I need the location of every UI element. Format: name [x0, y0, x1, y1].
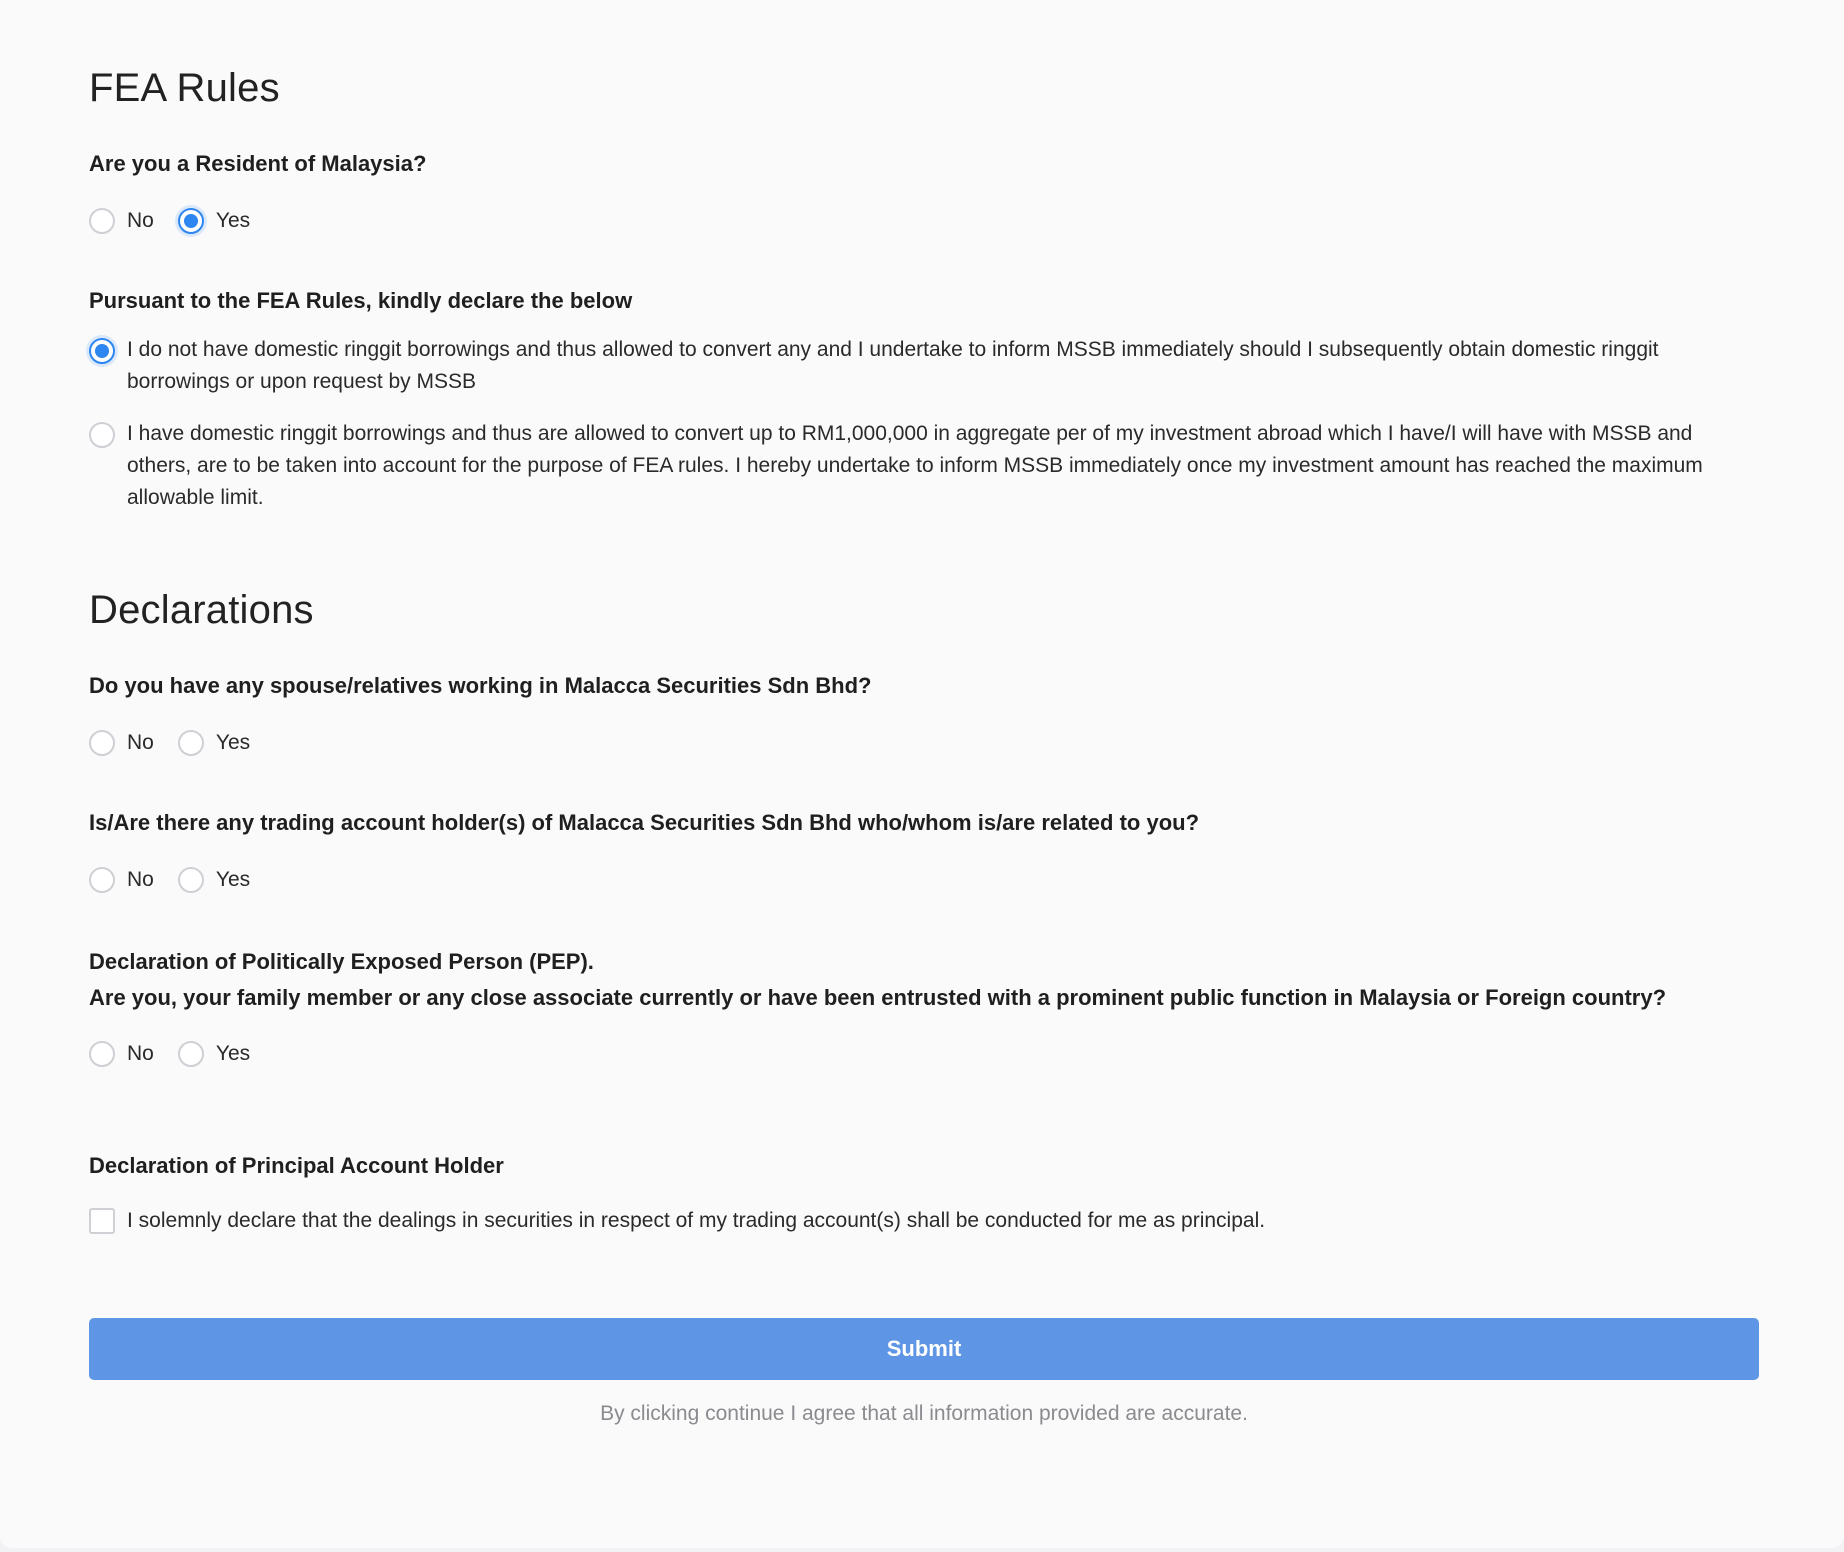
principal-checkbox[interactable]: [89, 1208, 115, 1234]
agreement-footnote: By clicking continue I agree that all information provided are accurate.: [600, 1402, 1248, 1425]
principal-declaration-option[interactable]: [89, 1208, 1265, 1234]
fea-option-has-borrowings-text: I have domestic ringgit borrowings and thus are allowed to convert up to RM1,000,000 in aggregate per of my investment abroad which I have/I will have with MSSB and others, are to be taken into account for the purpose of FEA rules. I hereby undertake to inform MSSB immediately once my investment amount has reached the maximum allowable limit.: [127, 422, 1703, 509]
pep-question-title: Declaration of Politically Exposed Person (PEP).: [89, 949, 594, 974]
fea-option-no-borrowings-text: I do not have domestic ringgit borrowings and thus allowed to convert any and I undertake to inform MSSB immediately should I subsequently obtain domestic ringgit borrowings or upon request by MSSB: [127, 338, 1659, 393]
fea-title: FEA Rules: [89, 66, 280, 110]
submit-button[interactable]: Submit: [89, 1318, 1759, 1380]
pep-question: Are you, your family member or any close associate currently or have been entrusted with a prominent public function in Malaysia or Foreign country?: [89, 985, 1667, 1010]
selected-dot: [95, 344, 109, 358]
related-yes-option[interactable]: [178, 867, 250, 893]
pep-yes-radio[interactable]: [178, 1041, 204, 1067]
principal-checkbox-label: I solemnly declare that the dealings in securities in respect of my trading account(s) shall be conducted for me as principal.: [127, 1209, 1266, 1232]
spouse-no-radio[interactable]: [89, 730, 115, 756]
spouse-yes-label: Yes: [215, 731, 251, 754]
declarations-title: Declarations: [89, 588, 314, 632]
spouse-no-label: No: [127, 731, 154, 754]
resident-question: Are you a Resident of Malaysia?: [89, 151, 427, 176]
related-yes-radio[interactable]: [178, 867, 204, 893]
pep-radio-group: [89, 1039, 250, 1069]
fea-declare-heading: Pursuant to the FEA Rules, kindly declare the below: [89, 288, 633, 313]
spouse-radio-group: [89, 728, 250, 758]
resident-yes-option[interactable]: [178, 208, 250, 234]
spouse-question: Do you have any spouse/relatives working in Malacca Securities Sdn Bhd?: [89, 673, 872, 698]
selected-dot: [184, 214, 198, 228]
resident-no-option[interactable]: [89, 208, 154, 234]
principal-heading: Declaration of Principal Account Holder: [89, 1153, 504, 1178]
pep-no-label: No: [127, 1042, 154, 1065]
resident-radio-group: [89, 206, 250, 236]
pep-yes-option[interactable]: [178, 1041, 250, 1067]
spouse-yes-radio[interactable]: [178, 730, 204, 756]
resident-no-radio[interactable]: [89, 208, 115, 234]
related-radio-group: [89, 865, 250, 895]
related-no-option[interactable]: [89, 867, 154, 893]
related-question: Is/Are there any trading account holder(s) of Malacca Securities Sdn Bhd who/whom is/are related to you?: [89, 810, 1200, 835]
resident-yes-radio[interactable]: [178, 208, 204, 234]
spouse-yes-option[interactable]: [178, 730, 250, 756]
related-no-radio[interactable]: [89, 867, 115, 893]
spouse-no-option[interactable]: [89, 730, 154, 756]
related-yes-label: Yes: [215, 868, 251, 891]
fea-option-no-borrowings-radio[interactable]: [89, 338, 115, 364]
fea-option-no-borrowings[interactable]: [89, 337, 1759, 398]
related-no-label: No: [127, 868, 154, 891]
fea-option-has-borrowings-radio[interactable]: [89, 422, 115, 448]
fea-option-has-borrowings[interactable]: [89, 421, 1759, 514]
resident-no-label: No: [127, 209, 154, 232]
pep-no-option[interactable]: [89, 1041, 154, 1067]
pep-yes-label: Yes: [215, 1042, 251, 1065]
resident-yes-label: Yes: [215, 209, 251, 232]
pep-no-radio[interactable]: [89, 1041, 115, 1067]
